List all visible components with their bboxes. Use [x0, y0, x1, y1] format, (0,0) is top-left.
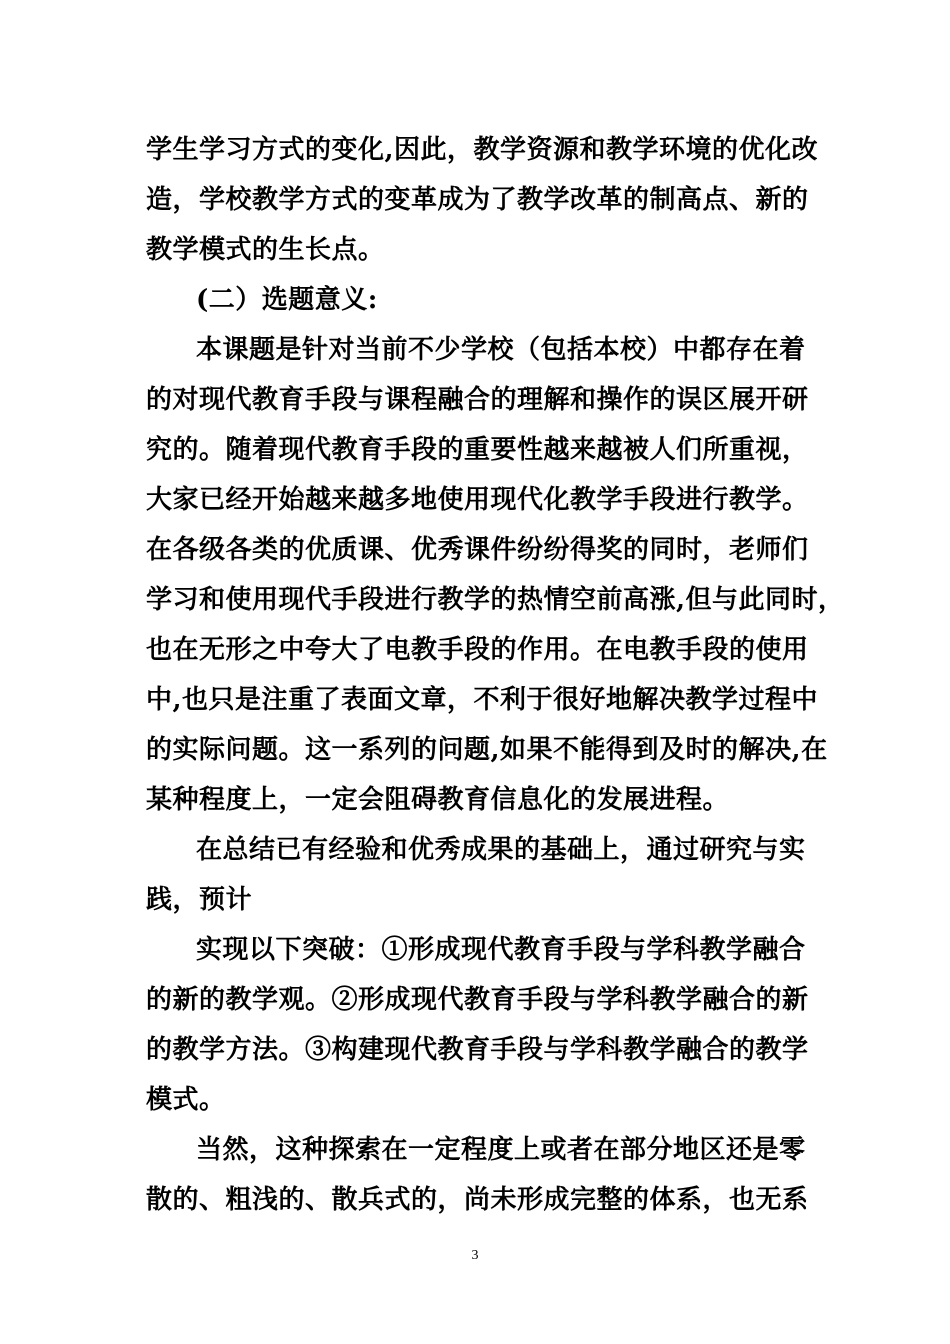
text-line: 也在无形之中夸大了电教手段的作用。在电教手段的使用	[146, 635, 809, 665]
section-heading: (二）选题意义:	[196, 285, 378, 315]
text-line: 的实际问题。这一系列的问题,如果不能得到及时的解决,在	[146, 735, 828, 765]
text-line: 在各级各类的优质课、优秀课件纷纷得奖的同时，老师们	[146, 535, 809, 565]
text-line: 学生学习方式的变化,因此，教学资源和教学环境的优化改	[146, 135, 819, 165]
text-line: 学习和使用现代手段进行教学的热情空前高涨,但与此同时，	[146, 585, 845, 615]
text-line: 在总结已有经验和优秀成果的基础上，通过研究与实	[196, 835, 806, 865]
text-line: 的教学方法。③构建现代教育手段与学科教学融合的教学	[146, 1035, 809, 1065]
text-line: 践，预计	[146, 885, 253, 915]
text-line: 教学模式的生长点。	[146, 235, 385, 265]
text-line: 造，学校教学方式的变革成为了教学改革的制高点、新的	[146, 185, 809, 215]
text-line: 当然，这种探索在一定程度上或者在部分地区还是零	[196, 1135, 806, 1165]
text-line: 究的。随着现代教育手段的重要性越来越被人们所重视，	[146, 435, 809, 465]
text-line: 模式。	[146, 1085, 226, 1115]
text-line: 大家已经开始越来越多地使用现代化教学手段进行教学。	[146, 485, 809, 515]
text-line: 散的、粗浅的、散兵式的，尚未形成完整的体系，也无系	[146, 1185, 809, 1215]
text-line: 实现以下突破：①形成现代教育手段与学科教学融合	[196, 935, 806, 965]
page-number: 3	[471, 1248, 479, 1263]
text-line: 某种程度上，一定会阻碍教育信息化的发展进程。	[146, 785, 730, 815]
text-line: 的新的教学观。②形成现代教育手段与学科教学融合的新	[146, 985, 809, 1015]
text-line: 中,也只是注重了表面文章，不利于很好地解决教学过程中	[146, 685, 819, 715]
text-line: 的对现代教育手段与课程融合的理解和操作的误区展开研	[146, 385, 809, 415]
text-line: 本课题是针对当前不少学校（包括本校）中都存在着	[196, 335, 806, 365]
